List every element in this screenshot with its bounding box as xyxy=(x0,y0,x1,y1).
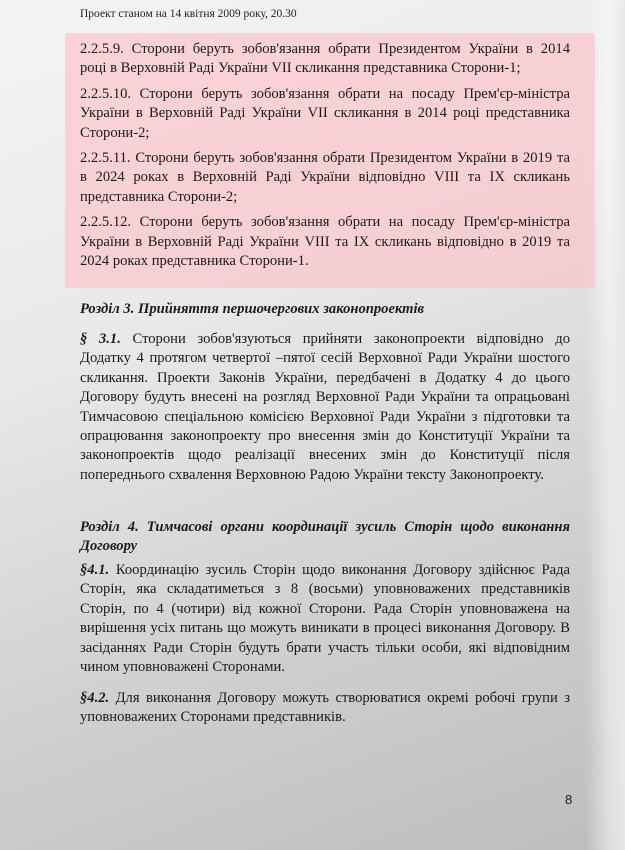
page-number: 8 xyxy=(565,792,573,807)
line-text: України в Верховній Раді України VIII та IX скликань відповідно в 2019 та xyxy=(80,233,570,250)
line-text: в 2024 роках в Верховній Раді України відповідно VIII та IX скликань xyxy=(80,169,570,186)
clause xyxy=(80,149,570,213)
text-line xyxy=(80,639,570,658)
text-line xyxy=(80,408,570,427)
line-text: Сторони-2; xyxy=(80,124,150,141)
line-text: Додатку 4 протягом четвертої –пятої сесій Верховної Ради України шостого xyxy=(80,350,570,367)
text-line xyxy=(80,300,570,319)
text-line xyxy=(80,369,570,388)
line-text: Договору будуть внесені на розгляд Верховної Ради України та опрацьовані xyxy=(80,389,570,406)
text-line xyxy=(80,59,570,78)
line-text: законопроектів щодо реалізації внесених змін до Конституції після xyxy=(80,447,570,464)
line-text: Координацію зусиль Сторін щодо виконання Договору здійснює Рада xyxy=(109,562,570,578)
line-text: уповноважених Сторонами представників. xyxy=(80,709,346,726)
text-line xyxy=(80,330,570,349)
text-line xyxy=(80,561,570,580)
text-line xyxy=(80,349,570,368)
paragraph-label: § 3.1. xyxy=(80,331,121,347)
line-text: 2.2.5.10. Сторони беруть зобов'язання обрати на посаду Прем'єр-міністра xyxy=(80,85,570,102)
text-line xyxy=(80,124,570,143)
line-text: Розділ 3. Прийняття першочергових законопроектів xyxy=(80,301,425,317)
paragraph-3-1 xyxy=(80,330,570,485)
text-line xyxy=(80,658,570,677)
text-line xyxy=(80,104,570,123)
line-text: Договору xyxy=(80,538,138,555)
text-line xyxy=(80,388,570,407)
line-text: попереднього схвалення Верховною Радою України тексту Законопроекту. xyxy=(80,466,544,483)
text-line xyxy=(80,213,570,232)
section-3-heading xyxy=(80,300,570,319)
text-line xyxy=(80,427,570,446)
text-line xyxy=(80,446,570,465)
text-line xyxy=(80,518,570,537)
paragraph-label: §4.1. xyxy=(80,562,110,578)
line-text: Сторін, по 4 (чотири) від кожної Сторони. Рада Сторін уповноважена на xyxy=(80,600,570,617)
text-line xyxy=(80,580,570,599)
text-line xyxy=(80,466,570,485)
line-text: засіданнях Ради Сторін будуть брати участь тільки особи, які відповідним xyxy=(80,639,570,656)
line-text: Для виконання Договору можуть створюватися окремі робочі групи з xyxy=(109,690,570,706)
text-line xyxy=(80,40,570,59)
line-text: 2.2.5.11. Сторони беруть зобов'язання обрати Президентом України в 2019 та xyxy=(80,149,570,166)
text-line xyxy=(80,537,570,556)
section-4-heading xyxy=(80,518,570,557)
text-line xyxy=(80,689,570,708)
text-line xyxy=(80,600,570,619)
paragraph-4-2 xyxy=(80,689,570,728)
text-line xyxy=(80,149,570,168)
text-line xyxy=(80,188,570,207)
draft-header: Проект станом на 14 квітня 2009 року, 20.30 xyxy=(80,8,297,20)
line-text: скликання. Проекти Законів України, передбачені в Додатку 4 до цього xyxy=(80,369,570,386)
text-line xyxy=(80,252,570,271)
line-text: 2.2.5.9. Сторони беруть зобов'язання обрати Президентом України в 2014 xyxy=(80,41,570,57)
clause xyxy=(80,85,570,149)
text-line xyxy=(80,708,570,727)
line-text: Розділ 4. Тимчасові органи координації зусиль Сторін щодо виконання xyxy=(80,519,570,535)
line-text: вирішення усіх питань що можуть виникати в процесі виконання Договору. В xyxy=(80,620,570,637)
highlighted-clauses xyxy=(80,40,570,271)
line-text: Сторін, яка складатиметься з 8 (восьми) уповноважених представників xyxy=(80,581,570,598)
line-text: представника Сторони-2; xyxy=(80,188,238,205)
text-line xyxy=(80,619,570,638)
clause xyxy=(80,213,570,271)
line-text: України в Верховній Раді України VII скликання в 2014 році представника xyxy=(80,105,570,122)
paragraph-label: §4.2. xyxy=(80,690,110,706)
line-text: році в Верховній Раді України VII скликання представника Сторони-1; xyxy=(80,60,521,77)
clause xyxy=(80,40,570,85)
line-text: Тимчасовою спеціальною комісією Верховної Ради України з підготовки та xyxy=(80,408,570,425)
line-text: 2.2.5.12. Сторони беруть зобов'язання обрати на посаду Прем'єр-міністра xyxy=(80,214,570,231)
line-text: опрацювання законопроекту про внесення змін до Конституції України та xyxy=(80,427,570,444)
line-text: чином уповноважені Сторонами. xyxy=(80,658,285,675)
line-text: 2024 роках представника Сторони-1. xyxy=(80,252,309,269)
text-line xyxy=(80,233,570,252)
text-line xyxy=(80,85,570,104)
text-line xyxy=(80,168,570,187)
paragraph-4-1 xyxy=(80,561,570,677)
line-text: Сторони зобов'язуються прийняти законопроекти відповідно до xyxy=(120,331,570,347)
